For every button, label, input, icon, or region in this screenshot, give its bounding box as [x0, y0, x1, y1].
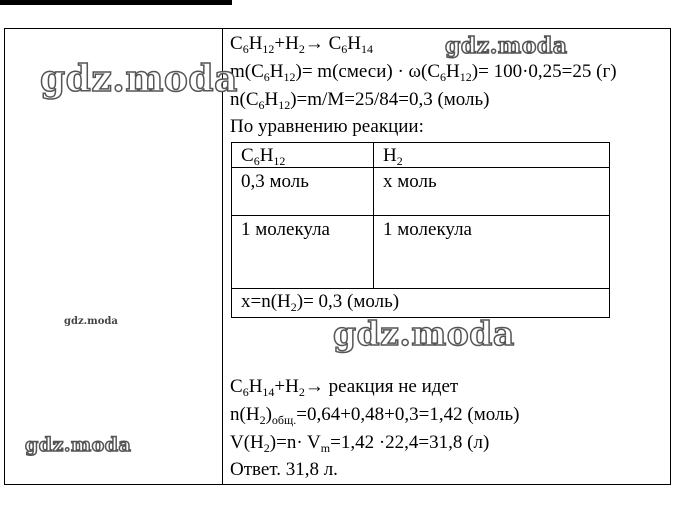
moles-calculation: $n(C_6H_{12})=m/M=25/84=0,3$ (моль): [230, 89, 490, 112]
mass-calculation: $m(C_6H_{12})=$ m(смеси) · $\omega(C_6H_{12})= 100\cdot 0,25=25$ (г): [230, 61, 617, 84]
reaction-equation-1: $C_6H_{12}+H_2\to C_6H_{14}$: [230, 33, 374, 56]
table-cell: 1 молекула: [383, 219, 472, 240]
watermark: gdz.moda: [40, 58, 238, 100]
watermark: gdz.moda: [333, 314, 515, 353]
table-row-divider: [232, 167, 609, 168]
watermark: gdz.moda: [445, 33, 568, 59]
table-row-divider: [232, 215, 609, 216]
by-equation-heading: По уравнению реакции:: [230, 116, 424, 137]
total-moles: $n(H_2)_{общ.}=0,64+0,48+0,3=1,42$ (моль): [230, 404, 520, 427]
table-header-hydrogen: $H_2$: [383, 145, 403, 168]
volume-calculation: $V(H_2)=n\cdot V_m=1,42 \cdot 22,4=31,8$ (л): [230, 432, 490, 455]
watermark: gdz.moda: [64, 316, 118, 327]
proportion-table: [231, 142, 610, 318]
watermark: gdz.moda: [25, 434, 132, 456]
table-row-divider: [232, 288, 609, 289]
table-result: $x=n(H_2)= 0,3$ (моль): [241, 291, 400, 314]
table-cell: 1 молекула: [241, 219, 330, 240]
table-cell: x моль: [383, 171, 437, 192]
table-cell: 0,3 моль: [241, 171, 309, 192]
table-column-divider: [373, 143, 374, 289]
table-header-reactant: $C_6H_{12}$: [241, 145, 286, 168]
top-bar: [0, 0, 232, 5]
answer: Ответ. 31,8 л.: [230, 459, 338, 480]
reaction-equation-2: $C_6H_{14}+H_2\to$ реакция не идет: [230, 376, 459, 399]
